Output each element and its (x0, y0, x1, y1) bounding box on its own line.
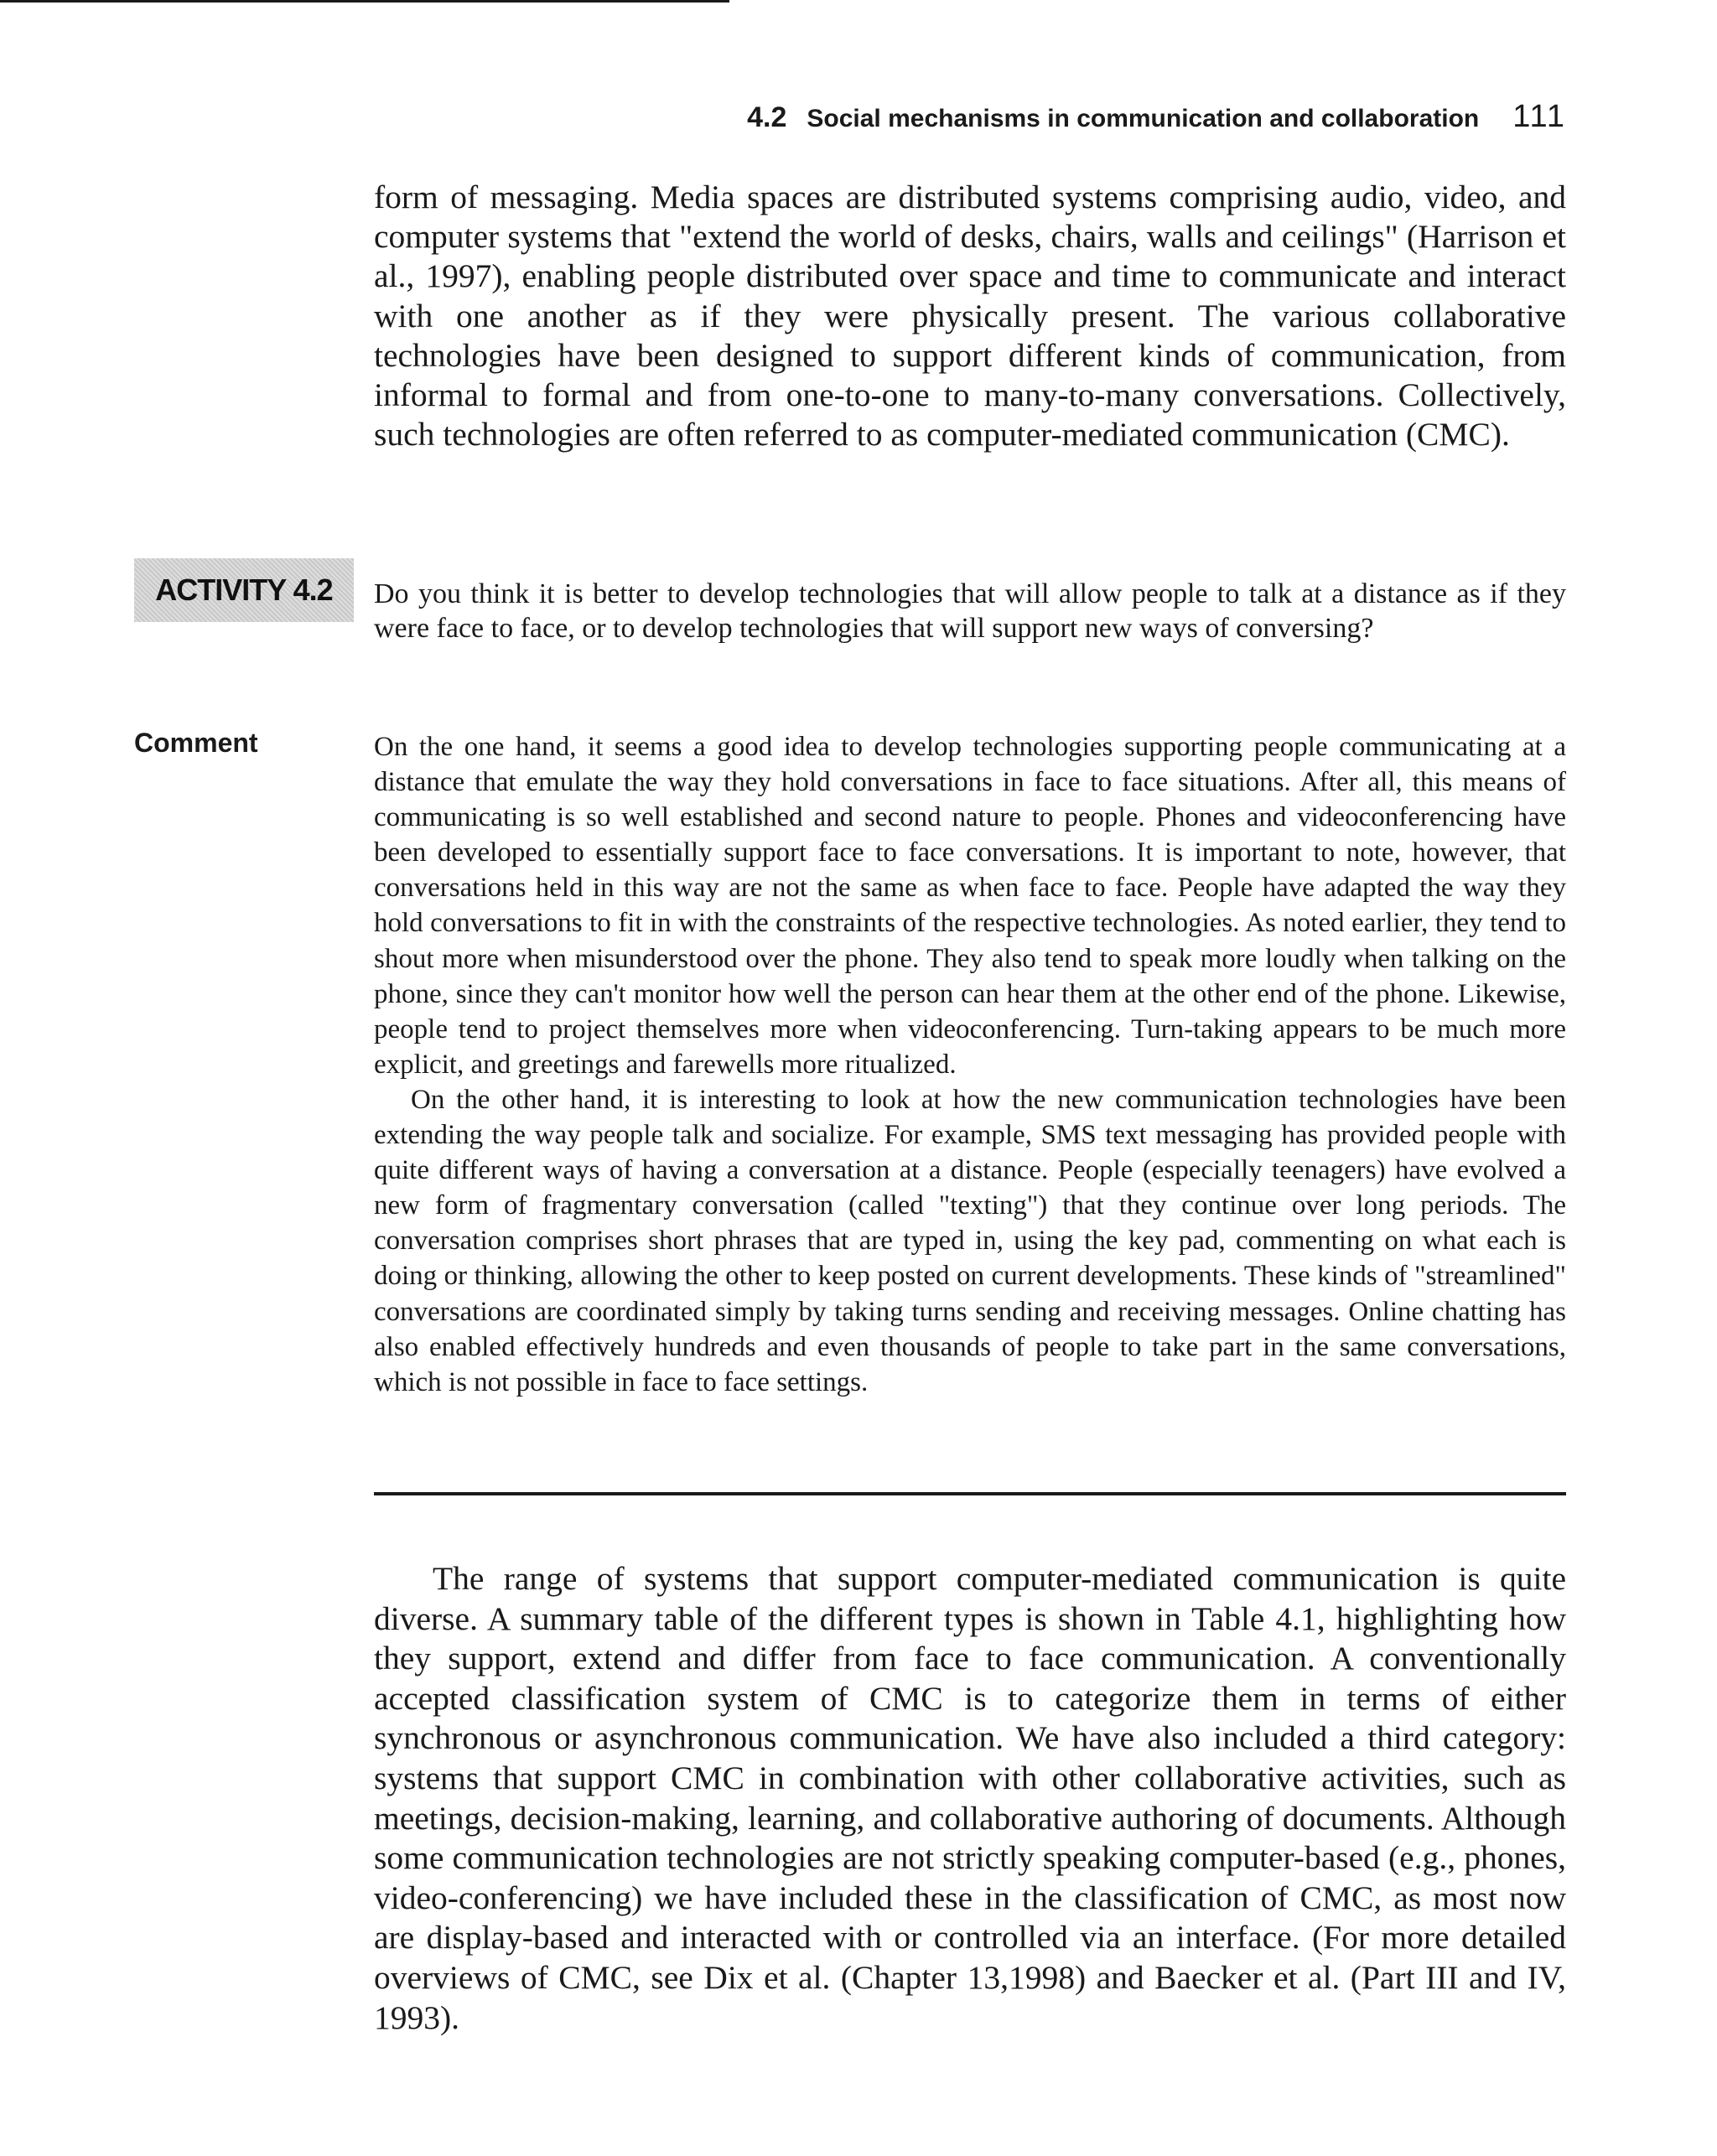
page-number: 111 (1512, 99, 1566, 134)
intro-paragraph: form of messaging. Media spaces are distributed systems comprising audio, video, and computer systems that "extend the world of desks, chairs, walls and ceilings" (Harrison et al., 1997), enabling people distributed over space and time to communicate and interact with one another as if they were physically present. The various collaborative technologies have been designed to support different kinds of communication, from informal to formal and from one-to-one to many-to-many conversations. Collectively, such technologies are often referred to as computer-mediated communication (CMC). (374, 179, 1566, 453)
comment-label: Comment (134, 728, 258, 758)
comment-end-rule (374, 1492, 1566, 1495)
section-number: 4.2 (747, 101, 787, 133)
top-rule (0, 0, 729, 3)
comment-paragraph-1: On the one hand, it seems a good idea to develop technologies supporting people communicating at a distance that emulate the way they hold conversations in face to face situations. After all, this means of communicating is so well established and second nature to people. Phones and videoconferencing have been developed to essentially support face to face conversations. It is important to note, however, that conversations held in this way are not the same as when face to face. People have adapted the way they hold conversations to fit in with the constraints of the respective technologies. As noted earlier, they tend to shout more when misunderstood over the phone. They also tend to speak more loudly when talking on the phone, since they can't monitor how well the person can hear them at the other end of the phone. Likewise, people tend to project themselves more when videoconferencing. Turn-taking appears to be much more explicit, and greetings and farewells more ritualized. (374, 732, 1566, 1080)
comment-paragraph-2: On the other hand, it is interesting to look at how the new communication technologies have been extending the way people talk and socialize. For example, SMS text messaging has provided people with quite different ways of having a conversation at a distance. People (especially teenagers) have evolved a new form of fragmentary conversation (called "texting") that they continue over long periods. The conversation comprises short phrases that are typed in, using the key pad, commenting on what each is doing or thinking, allowing the other to keep posted on current developments. These kinds of "streamlined" conversations are coordinated simply by taking turns sending and receiving messages. Online chatting has also enabled effectively hundreds and even thousands of people to take part in the same conversations, which is not possible in face to face settings. (374, 1084, 1566, 1397)
closing-paragraph: The range of systems that support computer-mediated communication is quite diverse. A summary table of the different types is shown in Table 4.1, highlighting how they support, extend and differ from face to face communication. A conventionally accepted classification system of CMC is to categorize them in terms of either synchronous or asynchronous communication. We have also included a third category: systems that support CMC in combination with other collaborative activities, such as meetings, decision-making, learning, and collaborative authoring of documents. Although some communication technologies are not strictly speaking computer-based (e.g., phones, video-conferencing) we have included these in the classification of CMC, as most now are display-based and interacted with or controlled via an interface. (For more detailed overviews of CMC, see Dix et al. (Chapter 13,1998) and Baecker et al. (Part III and IV, 1993). (374, 1560, 1566, 2036)
activity-question: Do you think it is better to develop technologies that will allow people to talk at a distance as if they were face to face, or to develop technologies that will support new ways of conversing? (374, 578, 1566, 644)
activity-label: ACTIVITY 4.2 (134, 558, 354, 622)
section-title: Social mechanisms in communication and collaboration (807, 105, 1480, 132)
running-head (747, 99, 1566, 135)
comment-body (374, 729, 1566, 1400)
